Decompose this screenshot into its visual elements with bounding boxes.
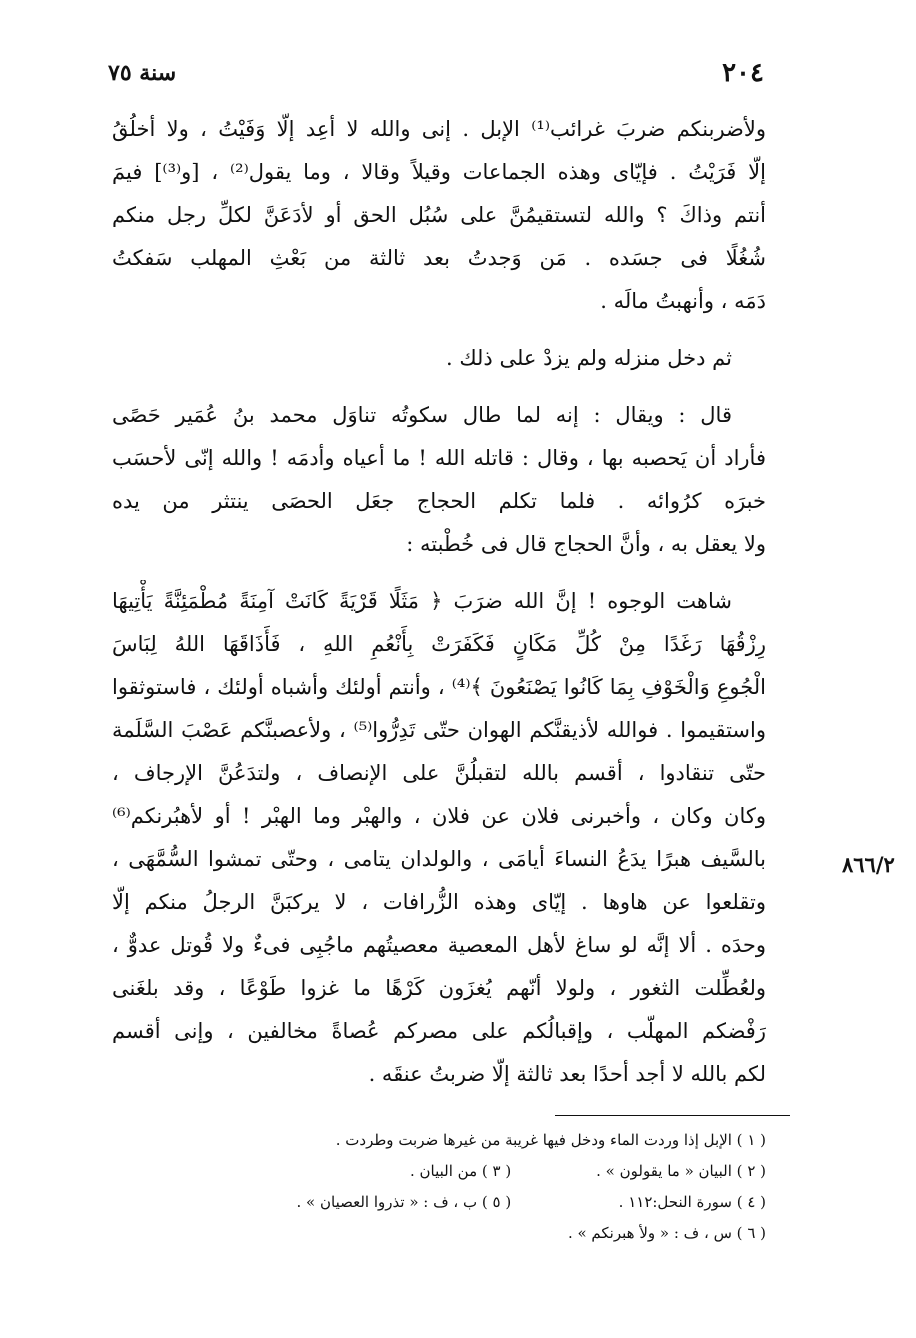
text-line: فأراد أن يَحصبه بها ، وقال : قاتله الله ! ما أعياه وأدمَه ! والله إنّى لأحسَب [112,446,766,470]
footnote-1: ( ١ ) الإبل إذا وردت الماء ودخل فيها غريبة من غيرها ضربت وطردت . [335,1131,766,1149]
text-line: رِزْقُهَا رَغَدًا مِنْ كُلِّ مَكَانٍ فَكَفَرَتْ بِأَنْعُمِ اللهِ ، فَأَذَاقَهَا اللهُ لِبَاسَ [112,632,766,656]
footnote-divider [555,1115,790,1116]
text-line: وتقلعوا عن هاوها . إيّاى وهذه الزُّرافات ، لا يركبَنَّ الرجلُ منكم إلّا [112,890,766,914]
text-line: وكان وكان ، وأخبرنى فلان عن فلان ، والهبْر وما الهبْر ! أو لأهبُرنكم⁽⁶⁾ [112,804,766,828]
text-line: واستقيموا . فوالله لأذيقنَّكم الهوان حتّى تَدِرُّوا⁽⁵⁾ ، ولأعصبنَّكم عَصْبَ السَّلَمة [112,718,766,742]
text-line: ولا يعقل به ، وأنَّ الحجاج قال فى خُطْبته : [406,532,766,556]
page-number: ٢٠٤ [722,58,764,88]
footnote-5: ( ٥ ) ب ، ف : « تذروا العصيان » . [296,1193,512,1211]
text-line: بالسَّيف هبرًا يدَعُ النساءَ أيامَى ، والولدان يتامى ، وحتّى تمشوا السُّمَّهَى ، [112,847,766,871]
text-line: رَفْضكم المهلّب ، وإقبالُكم على مصركم عُصاةً مخالفين ، وإنى أقسم [112,1019,766,1043]
text-line: أنتم وذاكَ ؟ والله لتستقيمُنَّ على سُبُل الحق أو لأدَعَنَّ لكلِّ رجل منكم [112,203,766,227]
margin-page-reference: ٨٦٦/٢ [842,852,895,877]
text-line: شُغُلًا فى جسَده . مَن وَجدتُ بعد ثالثة من بَعْثِ المهلب سَفكتُ [112,246,766,270]
text-line: قال : ويقال : إنه لما طال سكوتُه تناوَل محمد بنُ عُمَير حَصًى [112,403,732,427]
footnote-4: ( ٤ ) سورة النحل:١١٢ . [618,1193,766,1211]
footnote-2: ( ٢ ) البيان « ما يقولون » . [596,1162,766,1180]
footnote-3: ( ٣ ) من البيان . [410,1162,512,1180]
text-line: شاهت الوجوه ! إنَّ الله ضرَبَ ﴿ مَثَلًا قَرْيَةً كَانَتْ آمِنَةً مُطْمَئِنَّةً يَأْتِيهَا [112,589,732,613]
page-header [108,58,764,92]
footnote-row [160,1187,766,1218]
text-line: حتّى تنقادوا ، أقسم بالله لتقبلُنَّ على الإنصاف ، ولتدَعُنَّ الإرجاف ، [112,761,766,785]
text-line: دَمَه ، وأنهبتُ مالَه . [600,289,766,313]
text-line: لكم بالله لا أجد أحدًا بعد ثالثة إلّا ضربتُ عنقَه . [368,1062,766,1086]
text-line: ولعُطِّلت الثغور ، ولولا أنّهم يُغزَون كَرْهًا ما غزوا طَوْعًا ، وقد بلغَنى [112,976,766,1000]
footnote-row [160,1156,766,1187]
text-line: خبرَه كرُوائه . فلما تكلم الحجاج جعَل الحصَى ينتثر من يده [112,489,766,513]
main-text [112,108,766,1096]
footnotes [160,1125,766,1249]
text-line: الْجُوعِ وَالْخَوْفِ بِمَا كَانُوا يَصْنَعُونَ ﴾⁽⁴⁾ ، وأنتم أولئك وأشباه أولئك ، فاستوثقوا [112,675,766,699]
text-line: ولأضربنكم ضربَ غرائب⁽¹⁾ الإبل . إنى والله لا أعِد إلّا وَفَيْتُ ، ولا أخلُقُ [112,117,766,141]
text-line: ثم دخل منزله ولم يزدْ على ذلك . [445,346,732,370]
text-line: وحدَه . ألا إنَّه لو ساغ لأهل المعصية معصيتُهم ماجُبِى فىءٌ ولا قُوتل عدوٌّ ، [112,933,766,957]
text-line: إلّا فَرَيْتُ . فإيّاى وهذه الجماعات وقيلاً وقالا ، وما يقول⁽²⁾ ، [و⁽³⁾] فيمَ [112,160,766,184]
footnote-6: ( ٦ ) س ، ف : « ولأ هبرنكم » . [567,1224,766,1242]
running-head-year: سنة ٧٥ [108,60,177,86]
